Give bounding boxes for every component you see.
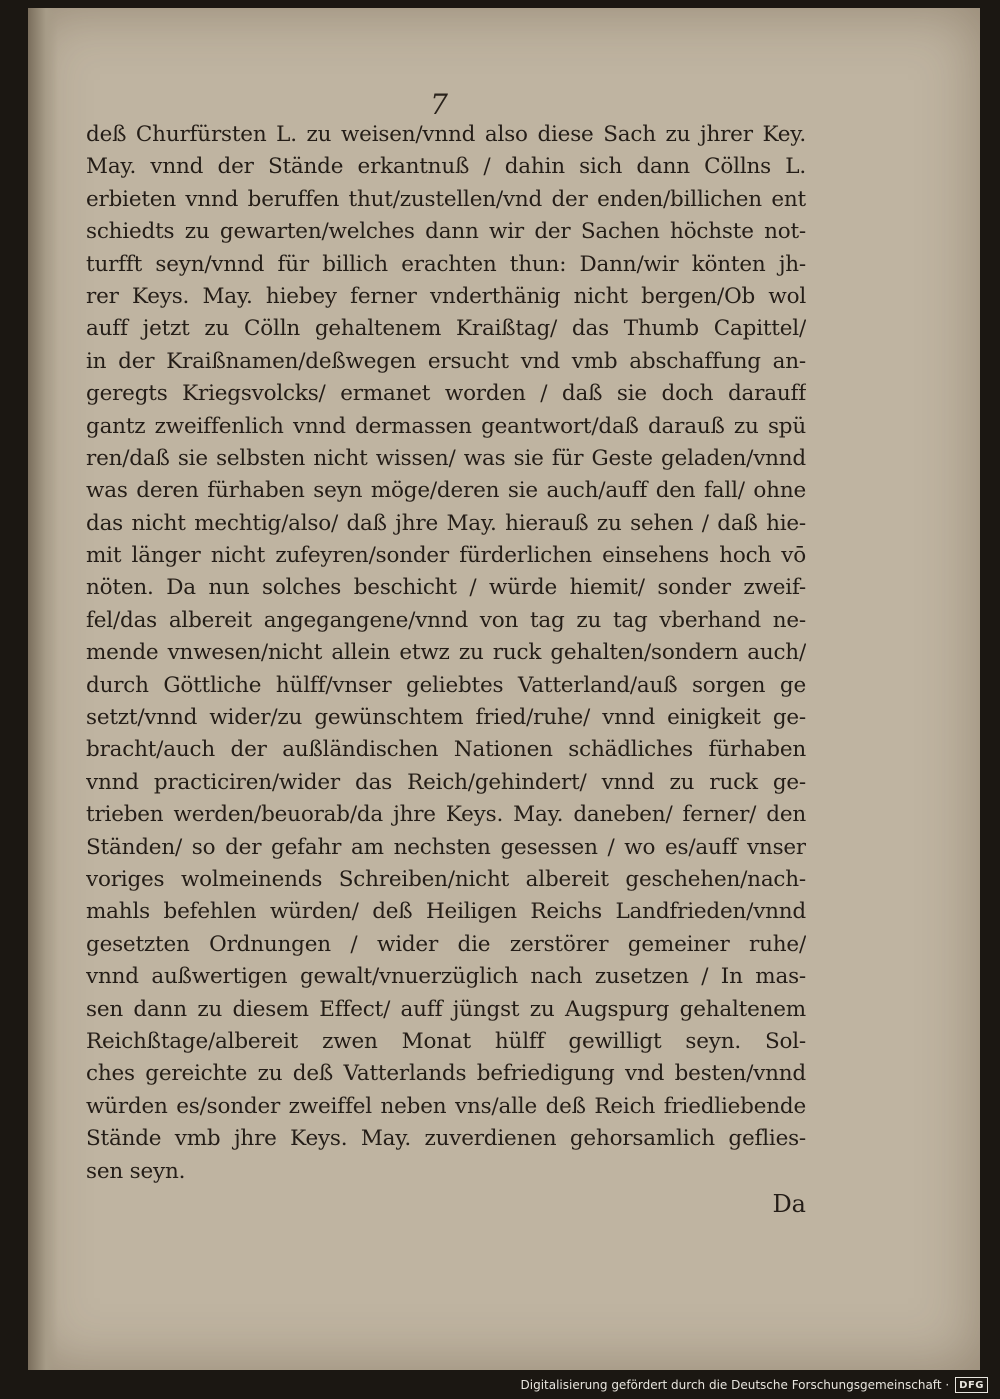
text-line: vnnd practiciren/wider das Reich/gehindert/ vnnd zu ruck ge- [86,769,806,795]
page-number: 7 [430,88,448,121]
text-line: trieben werden/beuorab/da jhre Keys. May. daneben/ ferner/ den [86,802,806,828]
scanned-page [28,8,980,1370]
text-line: turfft seyn/vnnd für billich erachten thun: Dann/wir könten jh- [86,251,806,277]
footer-credit [521,1374,988,1396]
text-line: sen dann zu diesem Effect/ auff jüngst zu Augspurg gehaltenem [86,996,806,1022]
text-line: mende vnwesen/nicht allein etwz zu ruck gehalten/sondern auch/ [86,640,806,666]
text-line: fel/das albereit angegangene/vnnd von tag zu tag vberhand ne- [86,607,806,633]
text-line: mit länger nicht zufeyren/sonder fürderlichen einsehens hoch vō [86,543,806,569]
text-line: auff jetzt zu Cölln gehaltenem Kraißtag/ das Thumb Capittel/ [86,316,806,342]
body-text [86,119,806,1188]
text-line: ren/daß sie selbsten nicht wissen/ was sie für Geste geladen/vnnd [86,445,806,471]
text-line: was deren fürhaben seyn möge/deren sie auch/auff den fall/ ohne [86,478,806,504]
text-line: ches gereichte zu deß Vatterlands befriedigung vnd besten/vnnd [86,1061,806,1087]
text-line: erbieten vnnd beruffen thut/zustellen/vnd der enden/billichen ent [86,186,806,212]
text-line: das nicht mechtig/also/ daß jhre May. hierauß zu sehen / daß hie- [86,510,806,536]
catchword: Da [772,1190,806,1218]
text-line: deß Churfürsten L. zu weisen/vnnd also diese Sach zu jhrer Key. [86,122,806,147]
dfg-logo-icon: DFG [955,1377,988,1393]
text-line: mahls befehlen würden/ deß Heiligen Reichs Landfrieden/vnnd [86,899,806,925]
text-line: schiedts zu gewarten/welches dann wir der Sachen höchste not- [86,219,806,245]
text-line: Ständen/ so der gefahr am nechsten gesessen / wo es/auff vnser [86,834,806,860]
text-line: gantz zweiffenlich vnnd dermassen geantwort/daß darauß zu spü [86,413,806,439]
text-line: durch Göttliche hülff/vnser geliebtes Vatterland/auß sorgen ge [86,672,806,698]
text-line: geregts Kriegsvolcks/ ermanet worden / daß sie doch darauff [86,381,806,407]
text-line: bracht/auch der außländischen Nationen schädliches fürhaben [86,737,806,763]
page-gutter-shadow [28,8,58,1370]
text-line: voriges wolmeinends Schreiben/nicht albereit geschehen/nach- [86,866,806,892]
text-line: gesetzten Ordnungen / wider die zerstörer gemeiner ruhe/ [86,931,806,957]
text-line: nöten. Da nun solches beschicht / würde hiemit/ sonder zweif- [86,575,806,601]
text-line: setzt/vnnd wider/zu gewünschtem fried/ruhe/ vnnd einigkeit ge- [86,705,806,731]
text-line: May. vnnd der Stände erkantnuß / dahin sich dann Cöllns L. [86,154,806,180]
text-line: vnnd außwertigen gewalt/vnuerzüglich nach zusetzen / In mas- [86,964,806,990]
text-line: würden es/sonder zweiffel neben vns/alle deß Reich friedliebende [86,1093,806,1119]
text-line: rer Keys. May. hiebey ferner vnderthänig nicht bergen/Ob wol [86,283,806,309]
text-line: in der Kraißnamen/deßwegen ersucht vnd vmb abschaffung an- [86,348,806,374]
footer-text: Digitalisierung gefördert durch die Deutsche Forschungsgemeinschaft · [520,1378,950,1392]
text-line: sen seyn. [86,1158,186,1184]
text-line: Stände vmb jhre Keys. May. zuverdienen gehorsamlich geflies- [86,1126,806,1152]
text-line: Reichßtage/albereit zwen Monat hülff gewilligt seyn. Sol- [86,1028,806,1054]
